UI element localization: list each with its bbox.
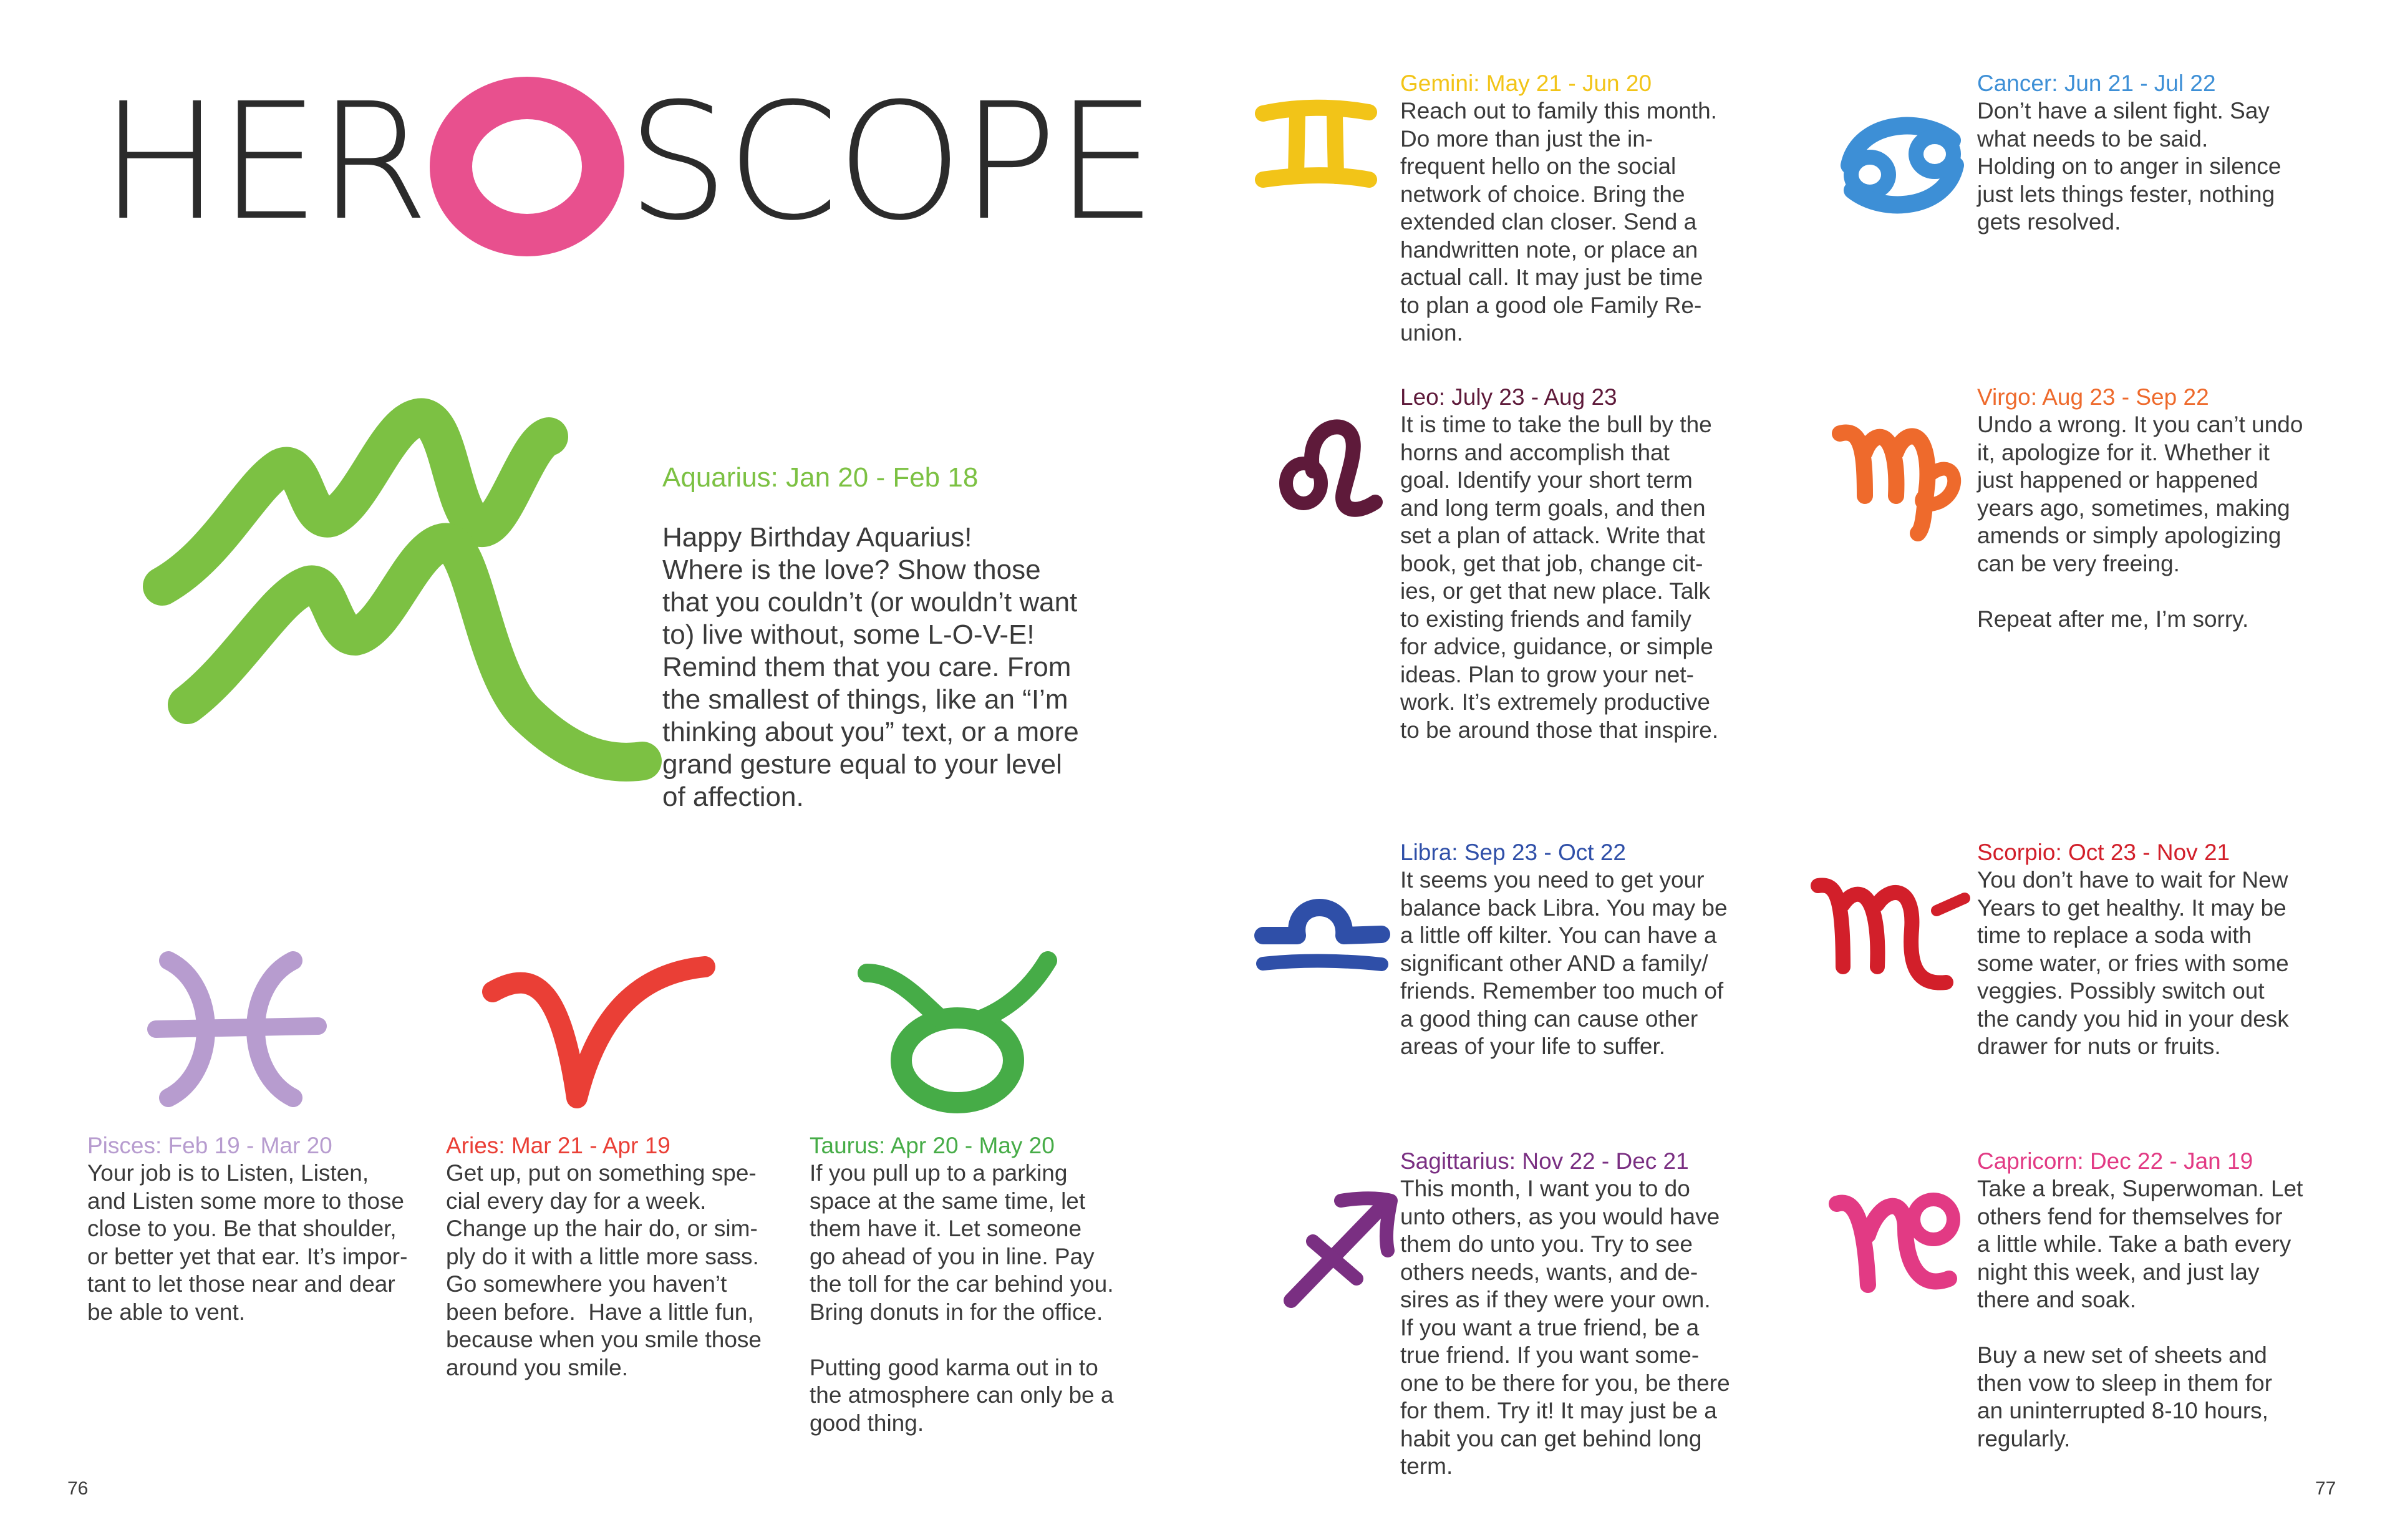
sagittarius-heading: Sagittarius: Nov 22 - Dec 21 [1400,1148,1689,1174]
pisces-heading: Pisces: Feb 19 - Mar 20 [87,1133,332,1158]
aries-section [446,1132,795,1382]
pisces-glyph-icon [131,948,331,1110]
leo-heading: Leo: July 23 - Aug 23 [1400,384,1617,410]
capricorn-section [1977,1148,2376,1453]
aquarius-heading: Aquarius: Jan 20 - Feb 18 [662,462,979,493]
libra-body: It seems you need to get your balance back Libra. You may be a little off kilter. You can have a significant other AND a family/ friends. Remember too much of a good thing can cause other areas of your life to suffer. [1400,867,1728,1059]
gemini-glyph-icon [1254,100,1378,193]
scorpio-body: You don’t have to wait for New Years to get healthy. It may be time to replace a soda with some water, or fries with some veggies. Possibly switch out the candy you hid in your desk drawer for nuts or fruits. [1977,867,2289,1059]
title-her: HER [100,69,427,256]
taurus-heading: Taurus: Apr 20 - May 20 [810,1133,1055,1158]
taurus-section [810,1132,1159,1437]
page-number-left: 76 [67,1478,89,1499]
cancer-body: Don’t have a silent fight. Say what needs to be said. Holding on to anger in silence just lets things fester, nothing gets resolved. [1977,98,2281,235]
pink-circle-icon [421,72,633,259]
libra-section [1400,839,1799,1061]
capricorn-body: Take a break, Superwoman. Let others fend for themselves for a little while. Take a bath every night this week, and just lay there and soak. Buy a new set of sheets and then vow to sleep in them for an uninterrupted 8-10 hours, regularly. [1977,1176,2303,1451]
gemini-body: Reach out to family this month. Do more than just the in- frequent hello on the social network of choice. Bring the extended clan closer. Send a handwritten note, or place an actual call. It may just be time to plan a good ole Family Re- union. [1400,98,1717,346]
aquarius-glyph-icon [150,399,655,786]
taurus-body: If you pull up to a parking space at the same time, let them have it. Let someone go ahead of you in line. Pay the toll for the car behind you. Bring donuts in for the office. Putting good karma out in to the atmosphere can only be a good thing. [810,1160,1114,1436]
capricorn-heading: Capricorn: Dec 22 - Jan 19 [1977,1148,2253,1174]
scorpio-glyph-icon [1812,873,1974,998]
virgo-body: Undo a wrong. It you can’t undo it, apologize for it. Whether it just happened or happened years ago, sometimes, making amends or simply apologizing can be very freeing. Repeat after me, I’m sorry. [1977,412,2303,632]
cancer-section [1977,70,2376,236]
leo-section [1400,384,1799,744]
aries-glyph-icon [480,954,717,1110]
virgo-glyph-icon [1831,415,1968,540]
leo-body: It is time to take the bull by the horns and accomplish that goal. Identify your short term and long term goals, and then set a plan of attack. Write that book, get that job, change cit- ies, or get that new place. Talk to existing friends and family for advice, guidance, or simple ideas. Plan to grow your net- work. It’s extremely productive to be around those that inspire. [1400,412,1719,743]
title-scope: SCOPE [627,69,1154,256]
page-number-right: 77 [2315,1478,2336,1499]
gemini-heading: Gemini: May 21 - Jun 20 [1400,70,1652,96]
cancer-glyph-icon [1834,115,1971,215]
pisces-body: Your job is to Listen, Listen, and Listen some more to those close to you. Be that shoulder, or better yet that ear. It’s impor- tant to let those near and dear be able to vent. [87,1160,408,1325]
libra-glyph-icon [1254,873,1391,973]
capricorn-glyph-icon [1831,1185,1968,1297]
sagittarius-section [1400,1148,1799,1481]
aquarius-section [662,462,1136,841]
scorpio-section [1977,839,2376,1061]
aquarius-body: Happy Birthday Aquarius! Where is the love? Show those that you couldn’t (or wouldn’t want to) live without, some L-O-V-E! Remind them that you care. From the smallest of things, like an “I’m thinking about you” text, or a more grand gesture equal to your level of affection. [662,522,1079,812]
aries-body: Get up, put on something spe- cial every day for a week. Change up the hair do, or sim- ply do it with a little more sass. Go somewhere you haven’t been before. Have a little fun, because when you smile those around you smile. [446,1160,762,1380]
sagittarius-glyph-icon [1279,1185,1403,1310]
sagittarius-body: This month, I want you to do unto others, as you would have them do unto you. Try to see others needs, wants, and de- sires as if they were your own. If you want a true friend, be a true friend. If you want some- one to be there for you, be there for them. Try it! It may just be a habit you can get behind long term. [1400,1176,1730,1479]
gemini-section [1400,70,1774,347]
virgo-section [1977,384,2376,633]
scorpio-heading: Scorpio: Oct 23 - Nov 21 [1977,840,2230,865]
virgo-heading: Virgo: Aug 23 - Sep 22 [1977,384,2209,410]
taurus-glyph-icon [854,948,1067,1116]
cancer-heading: Cancer: Jun 21 - Jul 22 [1977,70,2216,96]
aries-heading: Aries: Mar 21 - Apr 19 [446,1133,670,1158]
libra-heading: Libra: Sep 23 - Oct 22 [1400,840,1626,865]
pisces-section [87,1132,437,1326]
leo-glyph-icon [1275,415,1381,521]
